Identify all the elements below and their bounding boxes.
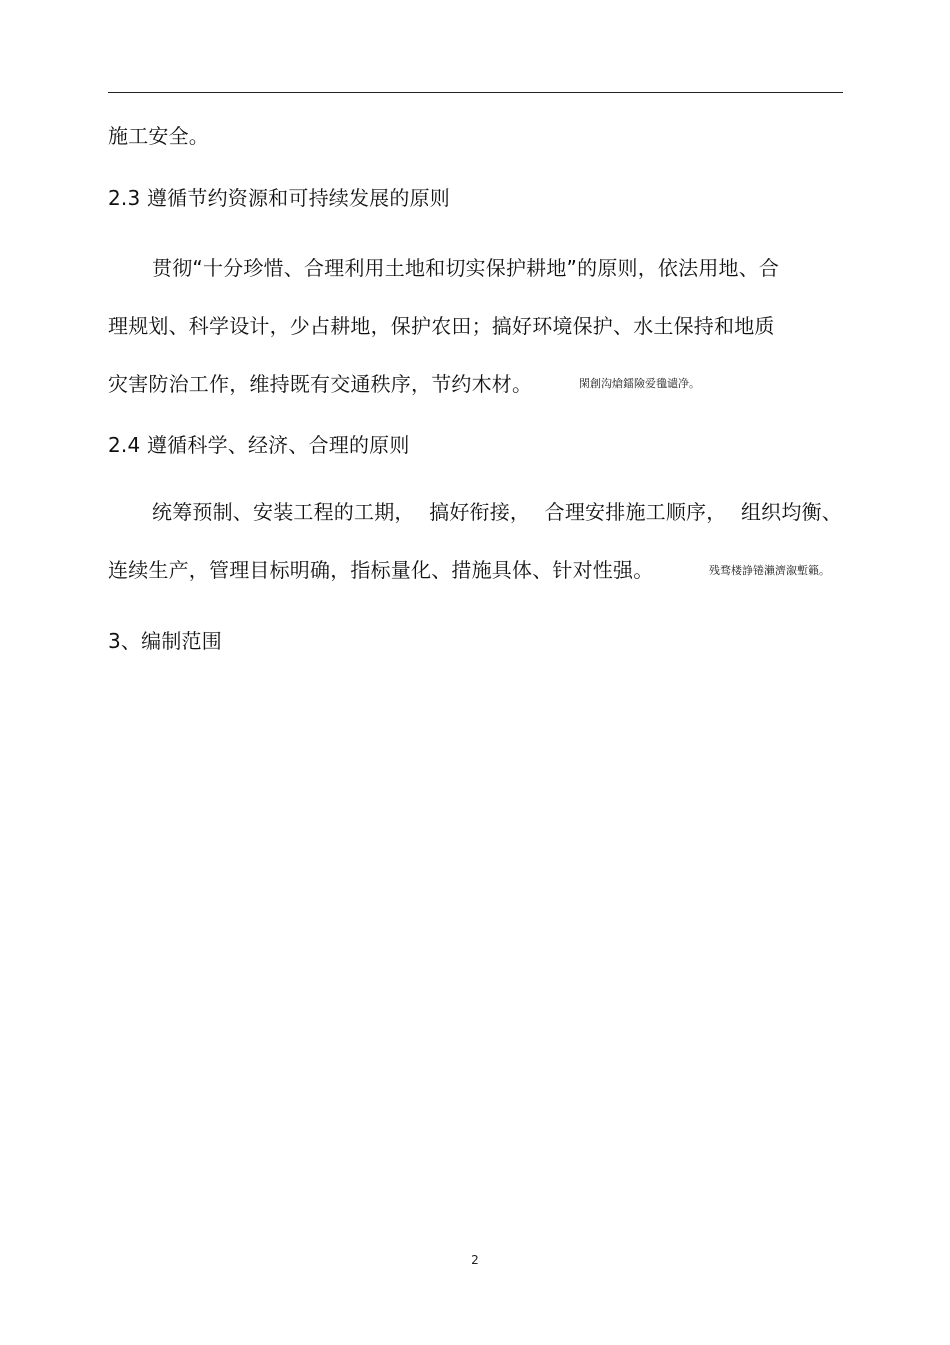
paragraph-line-continuation: 施工安全。 [108,124,209,148]
paragraph-2-4-segment-d: 组织均衡、 [740,500,842,524]
paragraph-2-4-line-2: 连续生产，管理目标明确，指标量化、措施具体、针对性强。 [108,558,654,582]
paragraph-2-3-line-1: 贯彻“十分珍惜、合理利用土地和切实保护耕地”的原则，依法用地、合 [152,256,780,280]
paragraph-2-4-segment-c: 合理安排施工顺序， [544,500,727,524]
header-rule [108,92,843,93]
section-heading-2-4: 2.4 遵循科学、经济、合理的原则 [108,433,410,457]
garbled-note-2: 残骛楼諍锩瀨濟溆塹籟。 [709,564,830,577]
paragraph-2-4-line-1 [152,499,842,525]
garbled-note-1: 閑創沟熗鐳險爱氇谴净。 [579,377,700,390]
paragraph-2-3-line-2: 理规划、科学设计，少占耕地，保护农田；搞好环境保护、水土保持和地质 [108,314,775,338]
paragraph-2-4-segment-b: 搞好衔接， [429,500,531,524]
paragraph-2-3-line-3: 灾害防治工作，维持既有交通秩序，节约木材。 [108,372,533,396]
section-heading-3: 3、编制范围 [108,629,222,653]
page-number: 2 [471,1253,479,1267]
paragraph-2-4-segment-a: 统筹预制、安装工程的工期， [152,500,415,524]
section-heading-2-3: 2.3 遵循节约资源和可持续发展的原则 [108,186,450,210]
paragraph-2-4-line-1-spread [152,499,842,525]
